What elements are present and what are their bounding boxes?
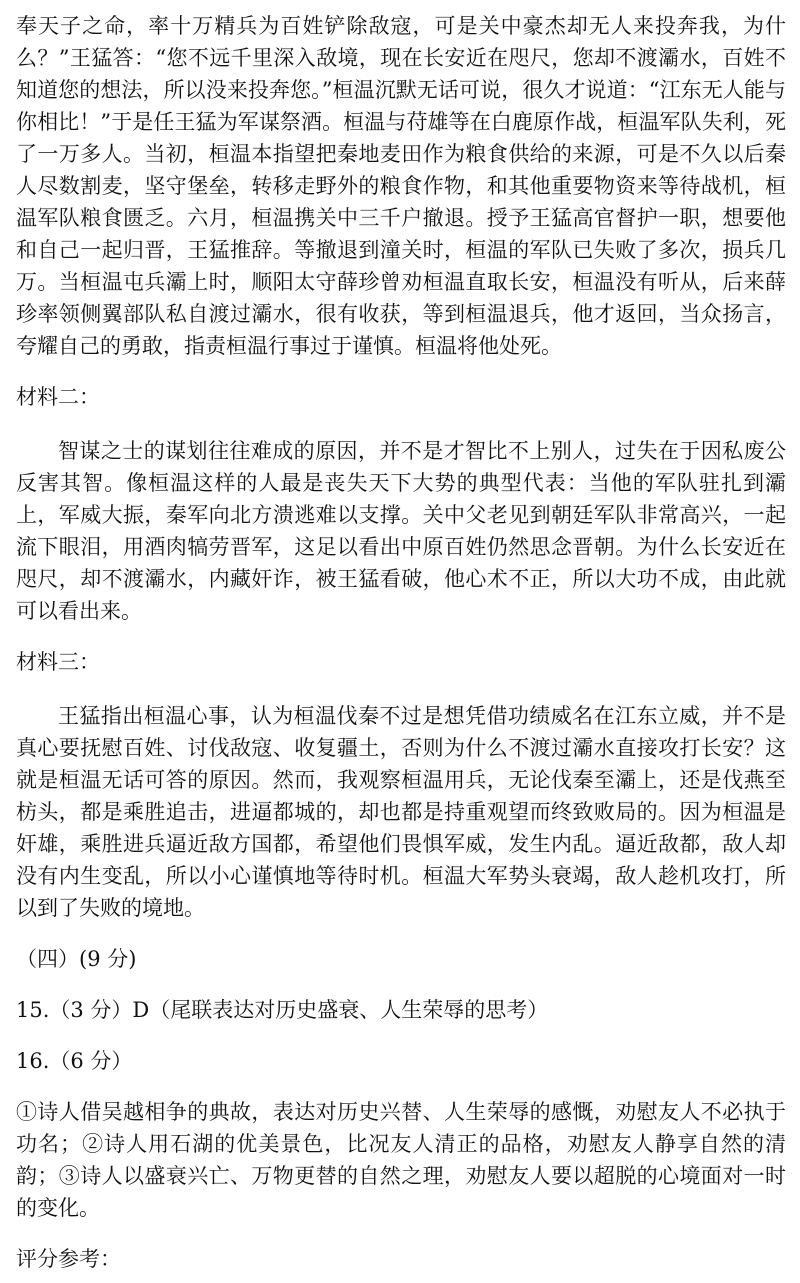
document-page bbox=[16, 10, 786, 1275]
material-two-heading: 材料二： bbox=[16, 385, 100, 409]
material-three-heading: 材料三： bbox=[16, 650, 100, 674]
scoring-reference-heading: 评分参考： bbox=[16, 1247, 121, 1271]
material-two-paragraph: 智谋之士的谋划往往难成的原因，并不是才智比不上别人，过失在于因私废公反害其智。像桓温这样的人最是丧失天下大势的典型代表：当他的军队驻扎到灞上，军威大振，秦军向北方溃逃难以支撑。关中父老见到朝廷军队非常高兴，一起流下眼泪，用酒肉犒劳晋军，这足以看出中原百姓仍然思念晋朝。为什么长安近在咫尺，却不渡灞水，内藏奸诈，被王猛看破，他心术不正，所以大功不成，由此就可以看出来。 bbox=[16, 439, 786, 623]
section-four-heading: （四）(9 分) bbox=[16, 947, 137, 971]
question-16-answer: ①诗人借吴越相争的典故，表达对历史兴替、人生荣辱的感慨，劝慰友人不必执于功名；②诗人用石湖的优美景色，比况友人清正的品格，劝慰友人静享自然的清韵；③诗人以盛衰兴亡、万物更替的自然之理，劝慰友人要以超脱的心境面对一时的变化。 bbox=[16, 1100, 786, 1220]
question-16-heading: 16.（6 分） bbox=[16, 1049, 133, 1073]
question-15-answer: 15.（3 分）D（尾联表达对历史盛衰、人生荣辱的思考） bbox=[16, 998, 549, 1022]
passage-paragraph-1: 奉天子之命，率十万精兵为百姓铲除敌寇，可是关中豪杰却无人来投奔我，为什么？”王猛答：“您不远千里深入敌境，现在长安近在咫尺，您却不渡灞水，百姓不知道您的想法，所以没来投奔您。”桓温沉默无话可说，很久才说道：“江东无人能与你相比！”于是任王猛为军谋祭酒。桓温与苻雄等在白鹿原作战，桓温军队失利，死了一万多人。当初，桓温本指望把秦地麦田作为粮食供给的来源，可是不久以后秦人尽数割麦，坚守堡垒，转移走野外的粮食作物，和其他重要物资来等待战机，桓温军队粮食匮乏。六月，桓温携关中三千户撤退。授予王猛高官督护一职，想要他和自己一起归晋，王猛推辞。等撤退到潼关时，桓温的军队已失败了多次，损兵几万。当桓温屯兵灞上时，顺阳太守薛珍曾劝桓温直取长安，桓温没有听从，后来薛珍率领侧翼部队私自渡过灞水，很有收获，等到桓温退兵，他才返回，当众扬言，夸耀自己的勇敢，指责桓温行事过于谨慎。桓温将他处死。 bbox=[16, 14, 786, 358]
material-three-paragraph: 王猛指出桓温心事，认为桓温伐秦不过是想凭借功绩威名在江东立威，并不是真心要抚慰百姓、讨伐敌寇、收复疆土，否则为什么不渡过灞水直接攻打长安？这就是桓温无话可答的原因。然而，我观察桓温用兵，无论伐秦至灞上，还是伐燕至枋头，都是乘胜追击，进逼都城的，却也都是持重观望而终致败局的。因为桓温是奸雄，乘胜进兵逼近敌方国都，希望他们畏惧军威，发生内乱。逼近敌都，敌人却没有内生变乱，所以小心谨慎地等待时机。桓温大军势头衰竭，敌人趁机攻打，所以到了失败的境地。 bbox=[16, 704, 786, 920]
